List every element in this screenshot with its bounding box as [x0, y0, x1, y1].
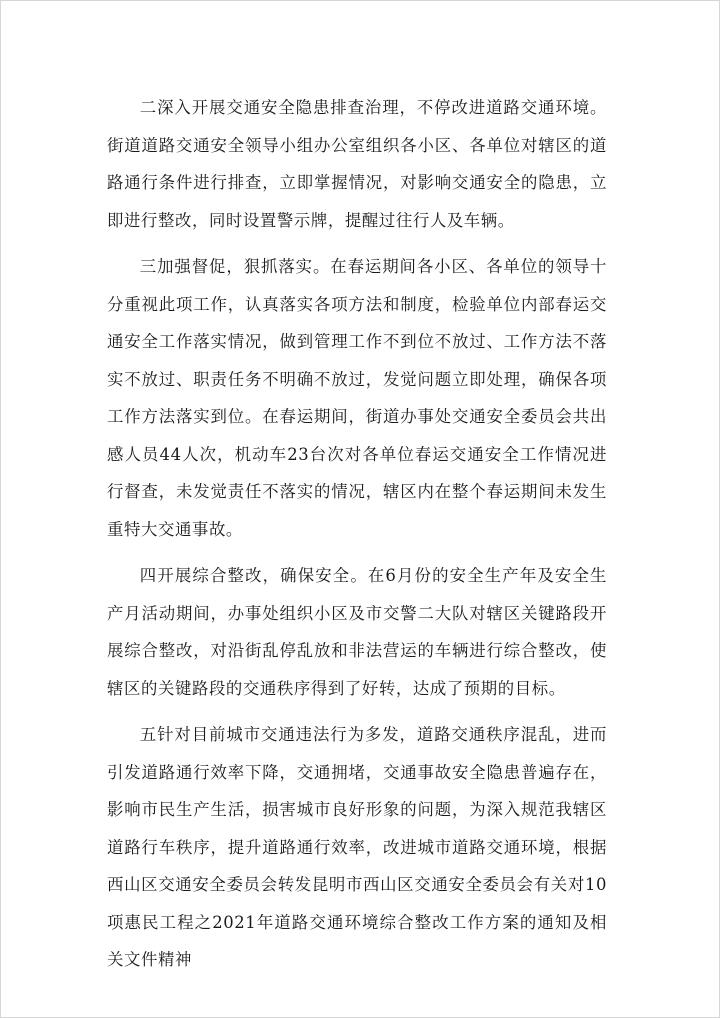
paragraph-traffic-violation-response: 五针对目前城市交通违法行为多发，道路交通秩序混乱，进而引发道路通行效率下降，交通拥堵，交通事故安全隐患普遍存在，影响市民生产生活，损害城市良好形象的问题，为深入规范我辖区道路行车秩序，提升道路通行效率，改进城市道路交通环境，根据西山区交通安全委员会转发昆明市西山区交通安全委员会有关对10项惠民工程之2021年道路交通环境综合整改工作方案的通知及相关文件精神 [107, 725, 607, 969]
paragraph-traffic-hazard-inspection: 二深入开展交通安全隐患排查治理，不停改进道路交通环境。街道道路交通安全领导小组办公室组织各小区、各单位对辖区的道路通行条件进行排查，立即掌握情况，对影响交通安全的隐患，立即进行整改，同时设置警示牌，提醒过往行人及车辆。 [107, 98, 607, 230]
paragraph-comprehensive-rectification: 四开展综合整改，确保安全。在6月份的安全生产年及安全生产月活动期间，办事处组织小区及市交警二大队对辖区关键路段开展综合整改，对沿街乱停乱放和非法营运的车辆进行综合整改，使辖区的关键路段的交通秩序得到了好转，达成了预期的目标。 [107, 566, 607, 698]
document-body [107, 89, 607, 988]
paragraph-supervision-implementation: 三加强督促，狠抓落实。在春运期间各小区、各单位的领导十分重视此项工作，认真落实各项方法和制度，检验单位内部春运交通安全工作落实情况，做到管理工作不到位不放过、工作方法不落实不放过、职责任务不明确不放过，发觉问题立即处理，确保各项工作方法落实到位。在春运期间，街道办事处交通安全委员会共出感人员44人次，机动车23台次对各单位春运交通安全工作情况进行督查，未发觉责任不落实的情况，辖区内在整个春运期间未发生重特大交通事故。 [107, 257, 607, 539]
